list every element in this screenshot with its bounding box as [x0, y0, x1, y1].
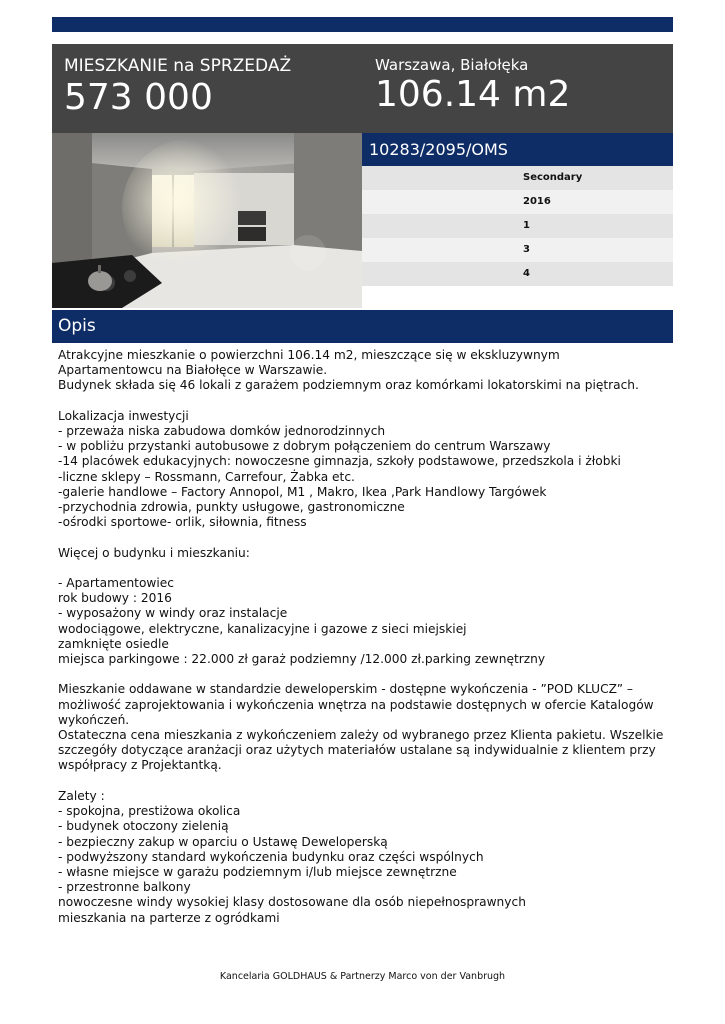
detail-row: 1	[362, 214, 673, 238]
listing-header	[52, 44, 673, 133]
footer-text: Kancelaria GOLDHAUS & Partnerzy Marco von der Vanbrugh	[219, 971, 506, 982]
detail-row: 4	[362, 262, 673, 286]
kitchen-interior-photo	[52, 133, 362, 308]
detail-row: Secondary	[362, 166, 673, 190]
top-accent-bar	[52, 17, 673, 32]
listing-type: MIESZKANIE na SPRZEDAŻ	[64, 56, 292, 76]
header-left	[64, 56, 291, 118]
header-right	[375, 56, 570, 115]
detail-row: 2016	[362, 190, 673, 214]
section-title-opis: Opis	[52, 310, 673, 343]
detail-row: 3	[362, 238, 673, 262]
listing-price: 573 000	[64, 77, 213, 118]
listing-description: Atrakcyjne mieszkanie o powierzchni 106.14 m2, mieszczące się w ekskluzywnym Apartamentowcu na Białołęce w Warszawie. Budynek składa się 46 lokali z garażem podziemnym oraz komórkami lokatorskimi na piętrach. Lokalizacja inwestycji - przeważa niska zabudowa domków jednorodzinnych - w pobliżu przystanki autobusowe z dobrym połączeniem do centrum Warszawy -14 placówek edukacyjnych: nowoczesne gimnazja, szkoły podstawowe, przedszkola i żłobki -liczne sklepy – Rossmann, Carrefour, Żabka etc. -galerie handlowe – Factory Annopol, M1 , Makro, Ikea ,Park Handlowy Targówek -przychodnia zdrowia, punkty usługowe, gastronomiczne -ośrodki sportowe- orlik, siłownia, fitness Więcej o budynku i mieszkaniu: - Apartamentowiec rok budowy : 2016 - wyposażony w windy oraz instalacje wodociągowe, elektryczne, kanalizacyjne i gazowe z sieci miejskiej zamknięte osiedle miejsca parkingowe : 22.000 zł garaż podziemny /12.000 zł.parking zewnętrzny Mieszkanie oddawane w standardzie deweloperskim - dostępne wykończenia - ”POD KLUCZ” – możliwość zaprojektowania i wykończenia wnętrza na podstawie dostępnych w ofercie Katalogów wykończeń. Ostateczna cena mieszkania z wykończeniem zależy od wybranego przez Klienta pakietu. Wszelkie szczegóły dotyczące aranżacji oraz użytych materiałów ustalane są indywidualnie z klientem przy współpracy z Projektantką. Zalety : - spokojna, prestiżowa okolica - budynek otoczony zielenią - bezpieczny zakup w oparciu o Ustawę Deweloperską - podwyższony standard wykończenia budynku oraz części wspólnych - własne miejsce w garażu podziemnym i/lub miejsce zewnętrzne - przestronne balkony nowoczesne windy wysokiej klasy dostosowane dla osób niepełnosprawnych mieszkania na parterze z ogródkami	[58, 348, 664, 925]
listing-reference: 10283/2095/OMS	[362, 133, 673, 166]
listing-details-table	[362, 166, 673, 286]
listing-area: 106.14 m2	[375, 74, 571, 115]
listing-location: Warszawa, Białołęka	[375, 56, 529, 74]
